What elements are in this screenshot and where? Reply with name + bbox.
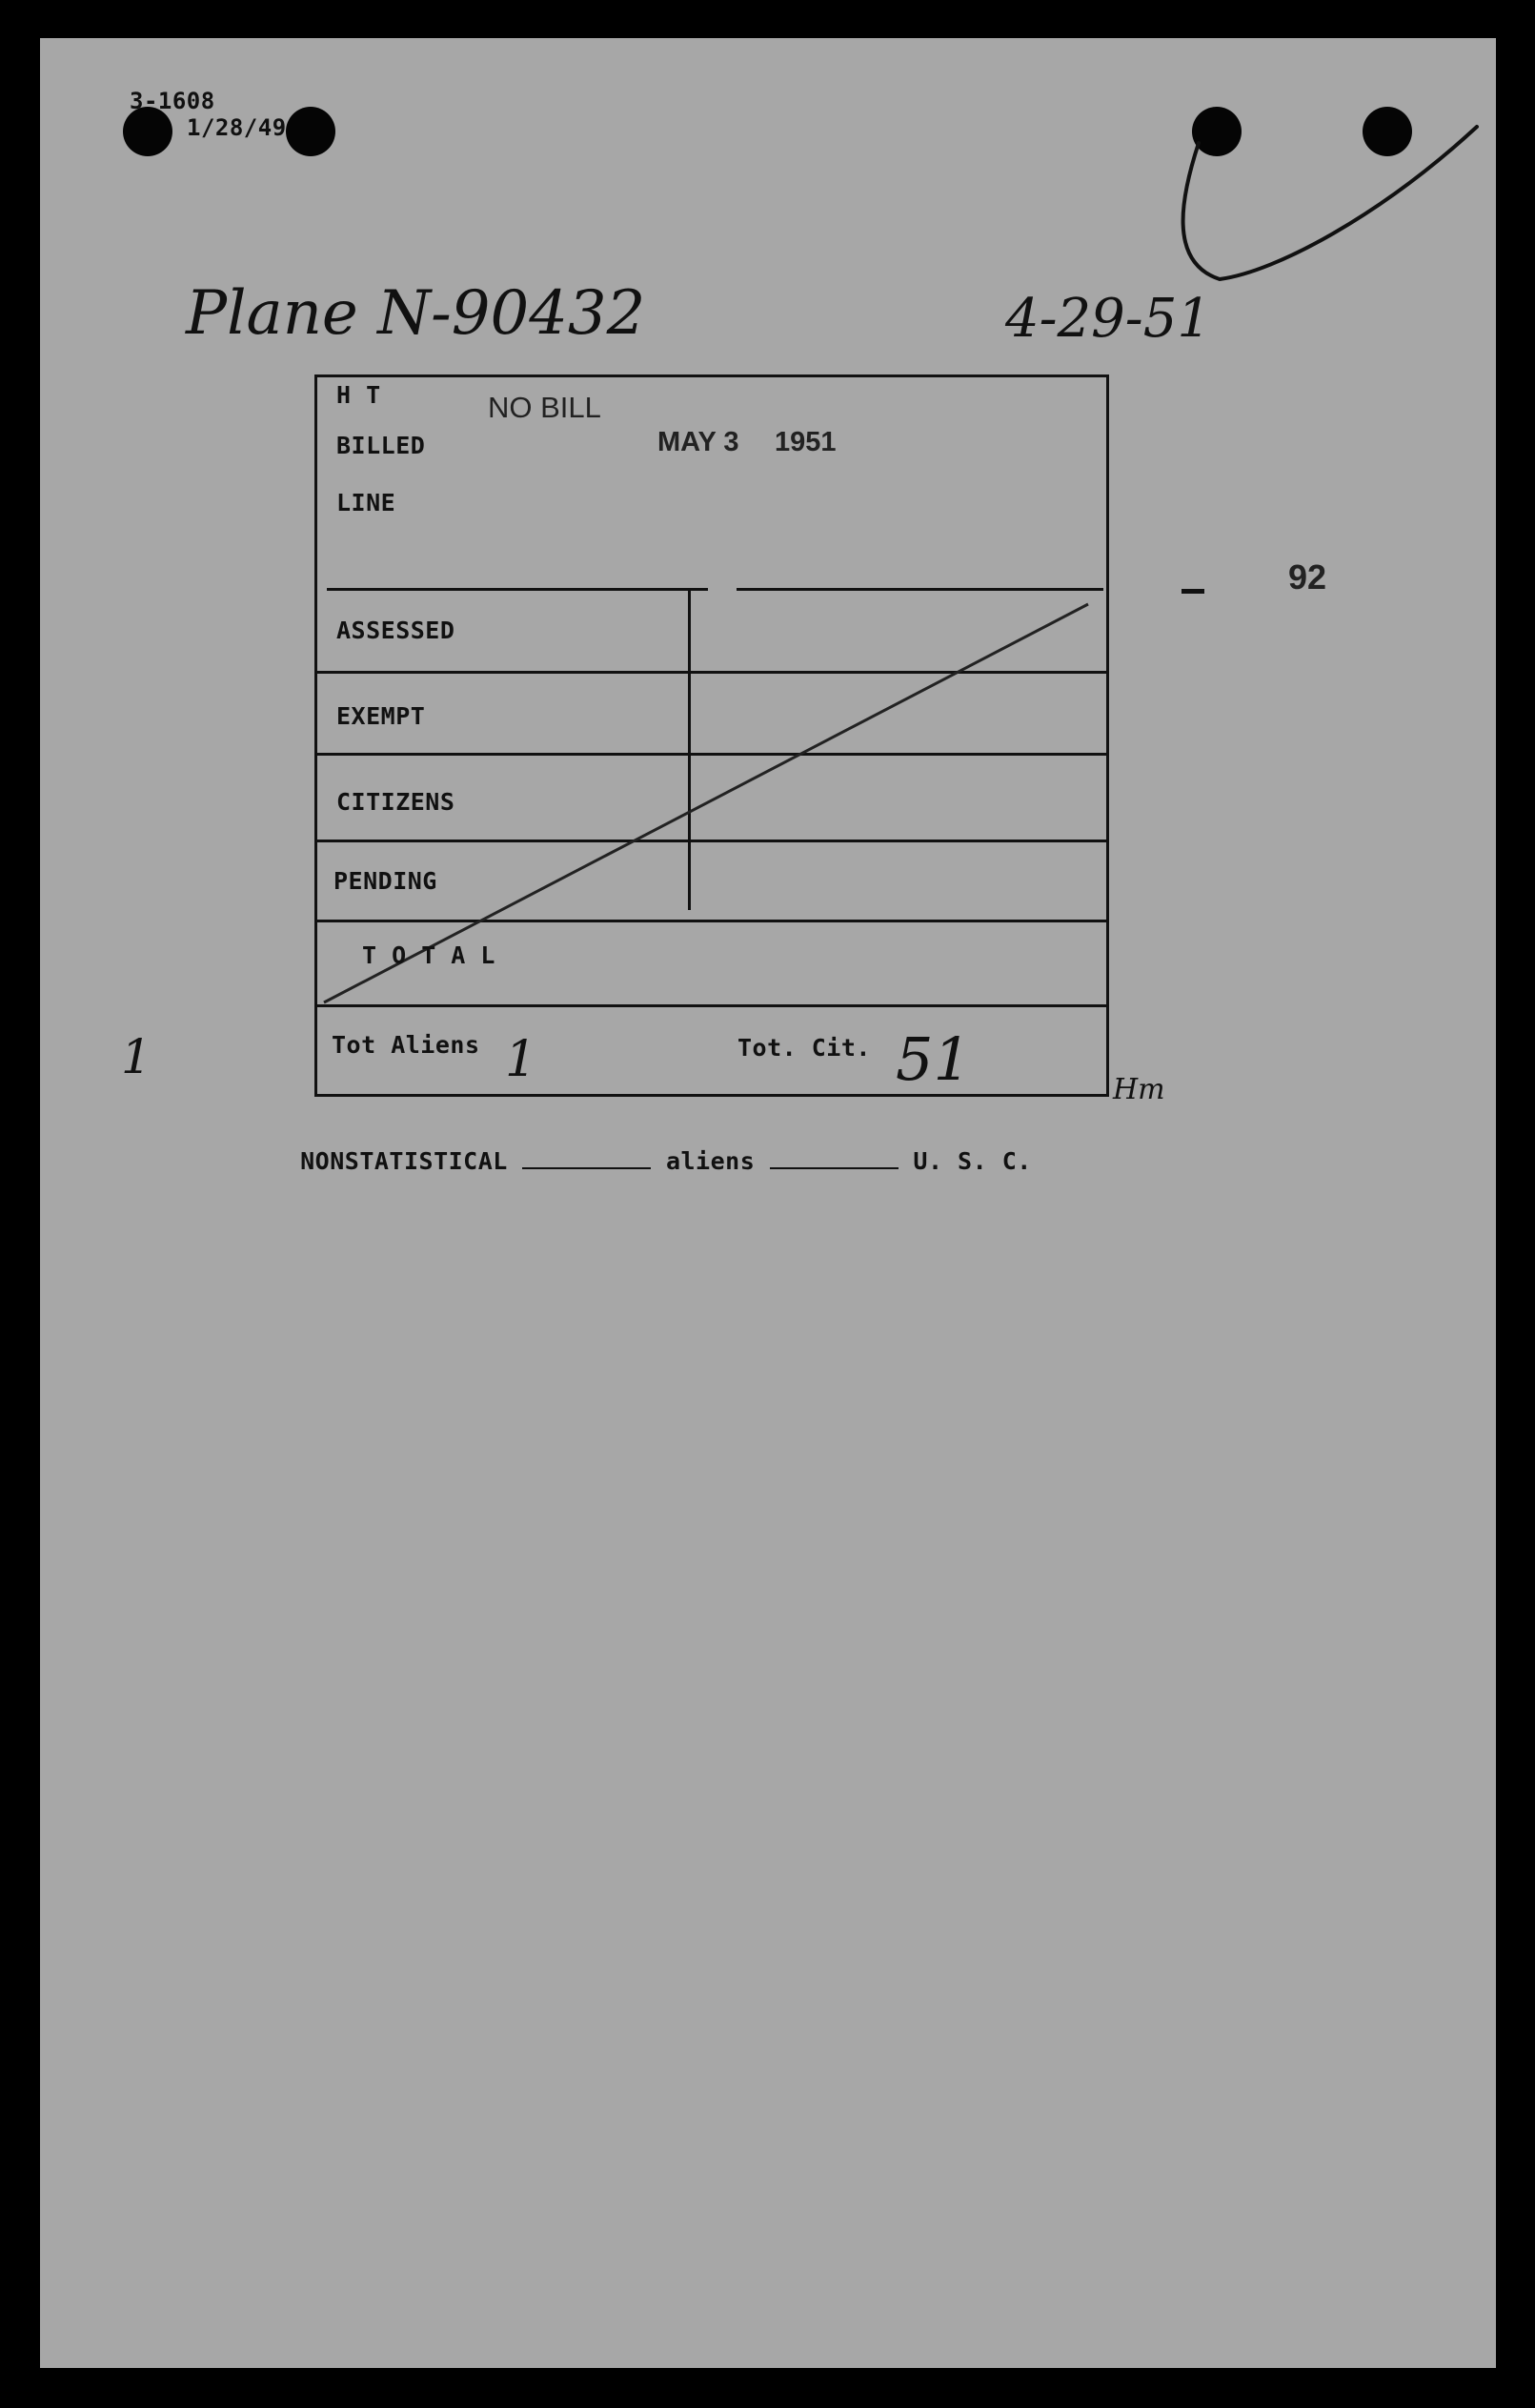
label-billed: BILLED <box>336 432 426 459</box>
label-exempt: EXEMPT <box>336 702 426 730</box>
tot-aliens-value: 1 <box>505 1031 537 1088</box>
handwritten-date: 4-29-51 <box>1005 288 1211 350</box>
label-total: T O T A L <box>362 941 495 969</box>
label-line: LINE <box>336 489 396 516</box>
label-tot-aliens: Tot Aliens <box>332 1031 480 1059</box>
initials: Hm <box>1113 1073 1165 1106</box>
page-number: 92 <box>1288 557 1327 597</box>
date-stamp-year: 1951 <box>775 427 837 457</box>
label-ht: H T <box>336 381 381 409</box>
nonstatistical-line <box>271 1120 1032 1175</box>
label-tot-cit: Tot. Cit. <box>737 1034 871 1062</box>
label-assessed: ASSESSED <box>336 617 455 644</box>
aliens-blank <box>770 1164 899 1169</box>
usc-label: U. S. C. <box>913 1147 1032 1175</box>
tot-cit-value: 51 <box>896 1024 971 1094</box>
margin-mark: 1 <box>121 1029 151 1084</box>
dash-mark <box>1182 589 1204 594</box>
file-date: 1/28/49 <box>187 114 287 141</box>
file-number: 3-1608 <box>130 88 215 114</box>
punch-hole <box>286 107 335 156</box>
label-pending: PENDING <box>333 867 437 895</box>
nonstatistical-label: NONSTATISTICAL <box>300 1147 508 1175</box>
plane-number: Plane N-90432 <box>186 278 646 349</box>
nonstatistical-blank <box>522 1164 651 1169</box>
label-citizens: CITIZENS <box>336 788 455 816</box>
date-stamp-month-day: MAY 3 <box>657 427 739 457</box>
aliens-label: aliens <box>665 1147 756 1175</box>
no-bill-stamp: NO BILL <box>488 391 601 424</box>
check-mark-icon <box>1153 119 1486 286</box>
